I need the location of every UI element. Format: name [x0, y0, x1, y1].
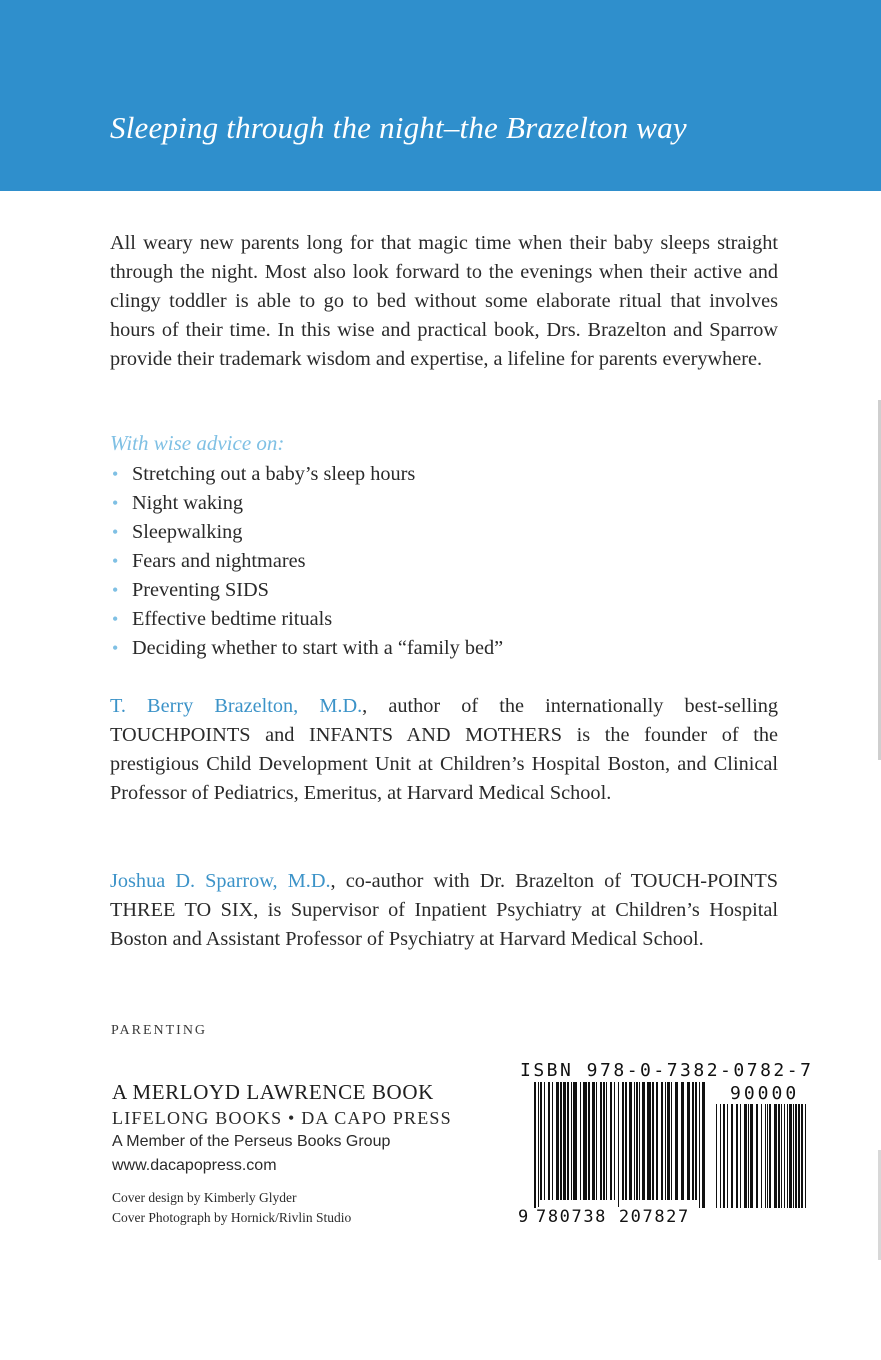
barcode-bar — [622, 1082, 624, 1200]
barcode-addon-bar — [761, 1104, 762, 1208]
barcode-bar — [552, 1082, 553, 1200]
list-item: • Fears and nightmares — [112, 547, 503, 576]
barcode-addon-bar — [769, 1104, 771, 1208]
barcode-addon-bar — [723, 1104, 725, 1208]
barcode-addon-bar — [789, 1104, 792, 1208]
barcode-bar — [639, 1082, 640, 1200]
barcode-addon-bar — [784, 1104, 785, 1208]
barcode-bar — [544, 1082, 545, 1200]
author-bio-text: , author of the internationally best-selling TOUCHPOINTS and INFANTS AND MOTHERS is the founder of the prestigious Child Development Unit at Children’s Hospital Boston, and Clinical Professor of Pediatrics, Emeritus, at Harvard Medical School. — [110, 695, 778, 804]
barcode-bar — [634, 1082, 635, 1200]
barcode-addon-bar — [731, 1104, 733, 1208]
category-label: PARENTING — [111, 1023, 208, 1038]
bullet-icon: • — [112, 493, 119, 513]
barcode-bar — [534, 1082, 536, 1208]
barcode-bar — [681, 1082, 684, 1200]
barcode-bar — [671, 1082, 672, 1200]
barcode-bar — [702, 1082, 705, 1208]
barcode-bar — [614, 1082, 615, 1200]
barcode-bar — [540, 1082, 542, 1200]
bullet-icon: • — [112, 609, 119, 629]
barcode-bar — [652, 1082, 654, 1200]
isbn-text: ISBN 978-0-7382-0782-7 — [520, 1060, 814, 1081]
barcode-bar — [583, 1082, 587, 1200]
author-name: Joshua D. Sparrow, M.D. — [110, 870, 331, 892]
author-name: T. Berry Brazelton, M.D. — [110, 695, 363, 717]
bullet-icon: • — [112, 464, 119, 484]
barcode-addon-bar — [801, 1104, 803, 1208]
barcode-bar — [695, 1082, 697, 1200]
cover-design-credit: Cover design by Kimberly Glyder — [112, 1190, 297, 1205]
ean-first-digit: 9 — [518, 1207, 530, 1227]
author-bio-sparrow — [110, 867, 778, 954]
barcode-bar — [629, 1082, 632, 1200]
bullet-icon: • — [112, 580, 119, 600]
barcode-addon-bar — [716, 1104, 717, 1208]
advice-list — [112, 460, 503, 663]
barcode-addon-bar — [756, 1104, 758, 1208]
barcode-addon-bar — [778, 1104, 780, 1208]
barcode-bar — [687, 1082, 690, 1200]
ean-remaining-digits: 780738 207827 — [536, 1207, 690, 1227]
barcode-bar — [596, 1082, 597, 1200]
top-banner — [0, 0, 881, 191]
barcode-addon-bar — [748, 1104, 749, 1208]
barcode-bar — [580, 1082, 581, 1200]
barcode-bar — [571, 1082, 572, 1200]
list-item: • Sleepwalking — [112, 518, 503, 547]
bullet-icon: • — [112, 522, 119, 542]
barcode-bar — [667, 1082, 670, 1200]
barcode-bar — [567, 1082, 569, 1200]
barcode-bar — [625, 1082, 627, 1200]
barcode-bar — [606, 1082, 607, 1200]
publisher-block — [112, 1078, 492, 1178]
publisher-member: A Member of the Perseus Books Group — [112, 1133, 391, 1150]
list-item: • Effective bedtime rituals — [112, 605, 503, 634]
barcode-bar — [573, 1082, 577, 1200]
barcode-bar — [675, 1082, 678, 1200]
list-item: • Deciding whether to start with a “family bed” — [112, 634, 503, 663]
barcode-addon-bar — [727, 1104, 728, 1208]
barcode-bar — [563, 1082, 566, 1200]
publisher-name: LIFELONG BOOKS • DA CAPO PRESS — [112, 1108, 452, 1128]
barcode-bar — [603, 1082, 605, 1200]
barcode-addon-bar — [805, 1104, 806, 1208]
publisher-website: www.dacapopress.com — [112, 1157, 277, 1174]
barcode-bar — [610, 1082, 612, 1200]
author-bio-text: , co-author with Dr. Brazelton of TOUCH-POINTS THREE TO SIX, is Supervisor of Inpatient Psychiatry at Children’s Hospital Boston and Assistant Professor of Psychiatry at Harvard Medical School. — [110, 870, 778, 950]
barcode-bar — [548, 1082, 550, 1200]
barcode-bar — [642, 1082, 645, 1200]
price-code: 90000 — [730, 1083, 800, 1104]
author-bio-brazelton — [110, 692, 778, 808]
barcode-bar — [618, 1082, 619, 1208]
barcode-addon-bar — [740, 1104, 741, 1208]
barcode-bar — [647, 1082, 651, 1200]
barcode-addon-bar — [720, 1104, 721, 1208]
barcode — [508, 1060, 812, 1230]
barcode-bar — [661, 1082, 663, 1200]
list-item: • Stretching out a baby’s sleep hours — [112, 460, 503, 489]
imprint-name: A MERLOYD LAWRENCE BOOK — [112, 1080, 434, 1104]
barcode-bar — [692, 1082, 694, 1200]
barcode-bar — [665, 1082, 666, 1200]
barcode-bar — [538, 1082, 539, 1208]
barcode-addon-bar — [767, 1104, 768, 1208]
barcode-addon-bar — [798, 1104, 800, 1208]
barcode-addon-bar — [744, 1104, 747, 1208]
barcode-bar — [592, 1082, 595, 1200]
barcode-addon-bar — [781, 1104, 782, 1208]
bullet-icon: • — [112, 638, 119, 658]
tagline: Sleeping through the night–the Brazelton way — [110, 110, 687, 145]
barcode-addon-bar — [787, 1104, 788, 1208]
barcode-addon-bar — [795, 1104, 797, 1208]
barcode-bar — [636, 1082, 638, 1200]
barcode-bar — [588, 1082, 590, 1200]
list-item: • Preventing SIDS — [112, 576, 503, 605]
barcode-addon-bar — [736, 1104, 738, 1208]
barcode-bar — [556, 1082, 559, 1200]
barcode-addon-bar — [765, 1104, 766, 1208]
book-description: All weary new parents long for that magic time when their baby sleeps straight through the night. Most also look forward to the evenings when their active and clingy toddler is able to go to bed without some elaborate ritual that involves hours of their time. In this wise and practical book, Drs. Brazelton and Sparrow provide their trademark wisdom and expertise, a lifeline for parents everywhere. — [110, 232, 778, 370]
barcode-bar — [560, 1082, 562, 1200]
list-item: • Night waking — [112, 489, 503, 518]
barcode-addon-bar — [793, 1104, 794, 1208]
cover-credits — [112, 1188, 351, 1228]
cover-photo-credit: Cover Photograph by Hornick/Rivlin Studio — [112, 1210, 352, 1225]
barcode-bar — [600, 1082, 602, 1200]
bullet-icon: • — [112, 551, 119, 571]
barcode-addon-bar — [774, 1104, 777, 1208]
barcode-bar — [656, 1082, 658, 1200]
barcode-bar — [699, 1082, 700, 1208]
advice-heading: With wise advice on: — [110, 431, 285, 455]
barcode-addon-bar — [750, 1104, 753, 1208]
